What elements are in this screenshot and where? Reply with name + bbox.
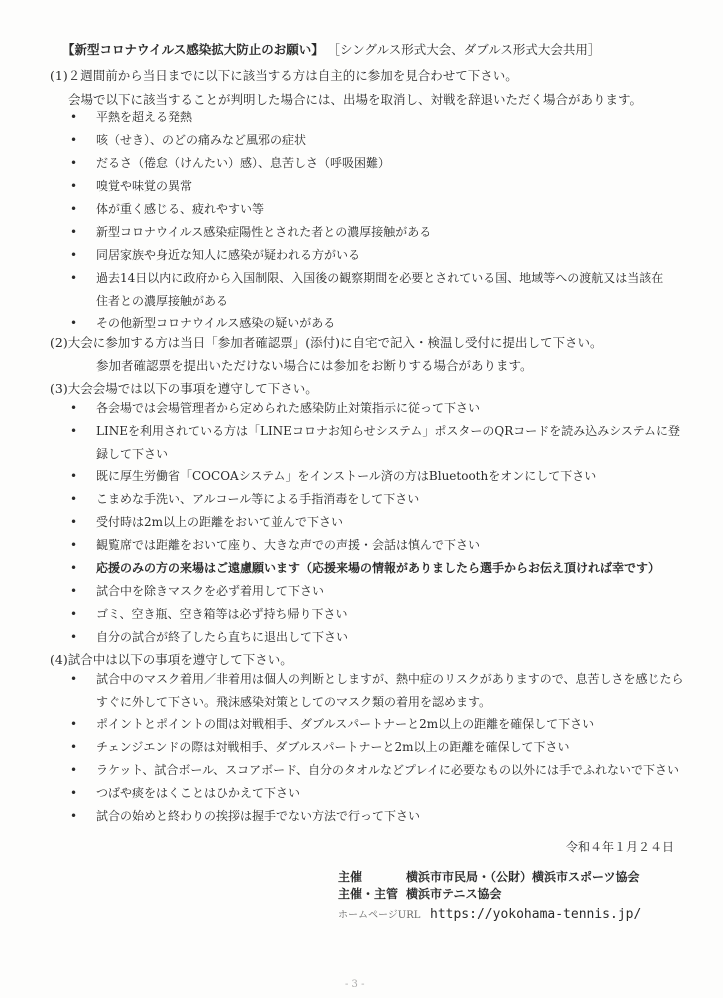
list-item: • ポイントとポイントの間は対戦相手、ダブルスパートナーと2m以上の距離を確保して下さい: [68, 713, 684, 736]
manager-name: 横浜市テニス協会: [406, 887, 502, 901]
section-4-list: [68, 668, 684, 828]
section-1-list: [68, 106, 663, 335]
list-item: • 同居家族や身近な知人に感染が疑われる方がいる: [68, 244, 663, 267]
list-item: • 自分の試合が終了したら直ちに退出して下さい: [68, 626, 680, 649]
section-3-heading: (3)大会会場では以下の事項を遵守して下さい。: [50, 381, 318, 396]
list-item: • 試合の始めと終わりの挨拶は握手でない方法で行って下さい: [68, 805, 684, 828]
list-item: • つばや痰をはくことはひかえて下さい: [68, 782, 684, 805]
list-item: • ラケット、試合ボール、スコアボード、自分のタオルなどプレイに必要なもの以外には手でふれないで下さい: [68, 759, 684, 782]
list-item: • こまめな手洗い、アルコール等による手指消毒をして下さい: [68, 488, 680, 511]
document-subtitle: ［シングルス形式大会、ダブルス形式大会共用］: [333, 42, 601, 57]
section-2-heading: (2)大会に参加する方は当日「参加者確認票」(添付)に自宅で記入・検温し受付に提出して下さい。: [50, 335, 603, 350]
section-1-note: 会場で以下に該当することが判明した場合には、出場を取消し、対戦を辞退いただく場合があります。: [68, 92, 643, 107]
section-3-list: [68, 397, 680, 649]
organizer-line: [338, 868, 640, 885]
page-number: - 3 -: [345, 979, 365, 990]
list-item: • 嗅覚や味覚の異常: [68, 175, 663, 198]
homepage-url: https://yokohama-tennis.jp/: [430, 907, 642, 922]
list-item: • 受付時は2m以上の距離をおいて並んで下さい: [68, 511, 680, 534]
section-4-heading: (4)試合中は以下の事項を遵守して下さい。: [50, 652, 293, 667]
homepage-line: [338, 903, 641, 922]
list-item: • チェンジエンドの際は対戦相手、ダブルスパートナーと2m以上の距離を確保して下さい: [68, 736, 684, 759]
list-item: • 体が重く感じる、疲れやすい等: [68, 198, 663, 221]
list-item: • 過去14日以内に政府から入国制限、入国後の観察期間を必要とされている国、地域等への渡航又は当該在 住者との濃厚接触がある: [68, 267, 663, 312]
manager-line: [338, 885, 502, 902]
list-item: • ゴミ、空き瓶、空き箱等は必ず持ち帰り下さい: [68, 603, 680, 626]
document-header: [62, 40, 600, 58]
organizer-name: 横浜市市民局・（公財）横浜市スポーツ協会: [406, 870, 640, 884]
list-item: • 応援のみの方の来場はご遠慮願います（応援来場の情報がありましたら選手からお伝え頂ければ幸です）: [68, 557, 680, 580]
list-item: • その他新型コロナウイルス感染の疑いがある: [68, 312, 663, 335]
section-2-note: 参加者確認票を提出いただけない場合には参加をお断りする場合があります。: [96, 358, 533, 373]
list-item: • 各会場では会場管理者から定められた感染防止対策指示に従って下さい: [68, 397, 680, 420]
list-item: • LINEを利用されている方は「LINEコロナお知らせシステム」ポスターのQRコードを読み込みシステムに登 録して下さい: [68, 420, 680, 465]
list-item: • 観覧席では距離をおいて座り、大きな声での声援・会話は慎んで下さい: [68, 534, 680, 557]
list-item: • 既に厚生労働省「COCOAシステム」をインストール済の方はBluetoothをオンにして下さい: [68, 465, 680, 488]
homepage-label: ホームページURL: [338, 910, 421, 921]
list-item: • だるさ（倦怠（けんたい）感）、息苦しさ（呼吸困難）: [68, 152, 663, 175]
list-item: • 新型コロナウイルス感染症陽性とされた者との濃厚接触がある: [68, 221, 663, 244]
section-1-heading: (1)２週間前から当日までに以下に該当する方は自主的に参加を見合わせて下さい。: [50, 68, 518, 83]
organizer-label: 主催: [338, 870, 363, 884]
list-item: • 試合中のマスク着用／非着用は個人の判断としますが、熱中症のリスクがありますので、息苦しさを感じたら すぐに外して下さい。飛沫感染対策としてのマスク類の着用を認めます。: [68, 668, 684, 713]
list-item: • 平熱を超える発熱: [68, 106, 663, 129]
issue-date: 令和４年１月２４日: [566, 840, 675, 854]
list-item: • 咳（せき）、のどの痛みなど風邪の症状: [68, 129, 663, 152]
list-item: • 試合中を除きマスクを必ず着用して下さい: [68, 580, 680, 603]
document-title: 【新型コロナウイルス感染拡大防止のお願い】: [62, 42, 324, 57]
manager-label: 主催・主管: [338, 887, 399, 901]
